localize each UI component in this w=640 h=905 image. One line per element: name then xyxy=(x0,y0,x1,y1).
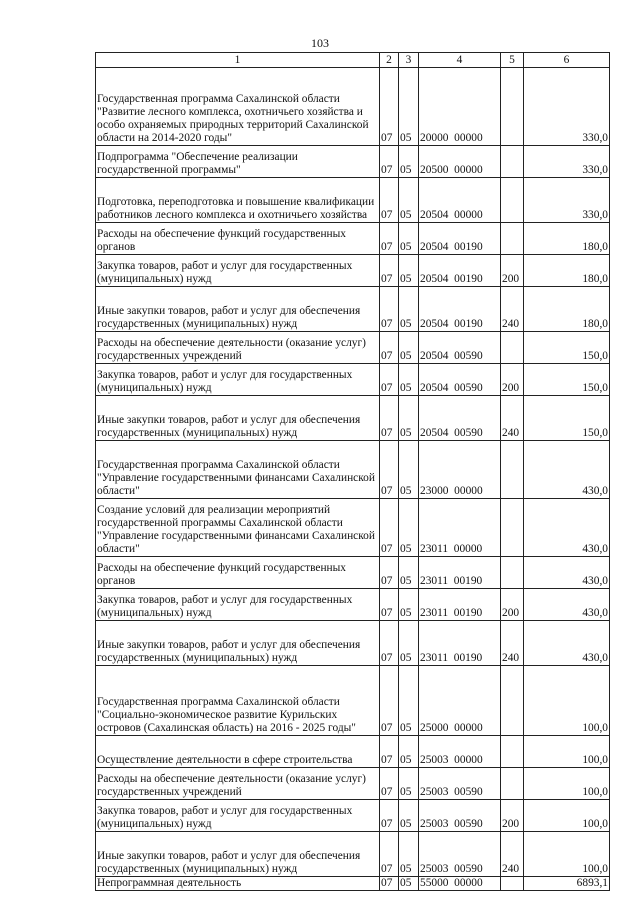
section-code-cell: 07 xyxy=(380,621,399,666)
section-code-cell: 07 xyxy=(380,768,399,800)
expense-type-cell xyxy=(501,332,524,364)
table-row xyxy=(96,68,610,146)
expense-type-cell xyxy=(501,223,524,255)
table-row xyxy=(96,255,610,287)
expense-name-cell: Осуществление деятельности в сфере строительства xyxy=(96,736,380,768)
section-code-cell: 07 xyxy=(380,877,399,891)
section-code-cell: 07 xyxy=(380,68,399,146)
target-article-cell: 25003 00590 xyxy=(419,768,501,800)
target-article-cell: 25003 00000 xyxy=(419,736,501,768)
table-row xyxy=(96,223,610,255)
amount-cell: 430,0 xyxy=(524,441,610,499)
target-article-cell: 23011 00190 xyxy=(419,621,501,666)
expense-type-cell: 240 xyxy=(501,832,524,877)
section-code-cell: 07 xyxy=(380,287,399,332)
expense-type-cell xyxy=(501,441,524,499)
subsection-code-cell: 05 xyxy=(399,557,419,589)
expense-name-cell: Подготовка, переподготовка и повышение квалификации работников лесного комплекса и охотничьего хозяйства xyxy=(96,178,380,223)
target-article-cell: 20504 00590 xyxy=(419,332,501,364)
section-code-cell: 07 xyxy=(380,178,399,223)
expense-name-cell: Закупка товаров, работ и услуг для государственных (муниципальных) нужд xyxy=(96,255,380,287)
expense-name-cell: Иные закупки товаров, работ и услуг для обеспечения государственных (муниципальных) нужд xyxy=(96,832,380,877)
table-row xyxy=(96,178,610,223)
expense-name-cell: Непрограммная деятельность xyxy=(96,877,380,891)
target-article-cell: 20504 00590 xyxy=(419,396,501,441)
section-code-cell: 07 xyxy=(380,589,399,621)
subsection-code-cell: 05 xyxy=(399,223,419,255)
amount-cell: 180,0 xyxy=(524,223,610,255)
table-row xyxy=(96,621,610,666)
subsection-code-cell: 05 xyxy=(399,736,419,768)
target-article-cell: 20504 00590 xyxy=(419,364,501,396)
table-row xyxy=(96,146,610,178)
expense-type-cell: 200 xyxy=(501,589,524,621)
expense-name-cell: Государственная программа Сахалинской области "Социально-экономическое развитие Курильских островов (Сахалинская область) на 2016 - 2025 годы" xyxy=(96,666,380,736)
table-row xyxy=(96,877,610,891)
subsection-code-cell: 05 xyxy=(399,396,419,441)
table-row xyxy=(96,441,610,499)
expense-type-cell: 200 xyxy=(501,800,524,832)
amount-cell: 150,0 xyxy=(524,332,610,364)
table-row xyxy=(96,287,610,332)
subsection-code-cell: 05 xyxy=(399,364,419,396)
amount-cell: 6893,1 xyxy=(524,877,610,891)
expense-type-cell: 240 xyxy=(501,396,524,441)
amount-cell: 100,0 xyxy=(524,666,610,736)
amount-cell: 100,0 xyxy=(524,736,610,768)
expense-name-cell: Государственная программа Сахалинской области "Развитие лесного комплекса, охотничьего хозяйства и особо охраняемых природных территорий Сахалинской области на 2014-2020 годы" xyxy=(96,68,380,146)
target-article-cell: 23000 00000 xyxy=(419,441,501,499)
target-article-cell: 20504 00190 xyxy=(419,287,501,332)
amount-cell: 330,0 xyxy=(524,146,610,178)
expense-type-cell xyxy=(501,557,524,589)
target-article-cell: 20500 00000 xyxy=(419,146,501,178)
expense-type-cell xyxy=(501,666,524,736)
amount-cell: 330,0 xyxy=(524,68,610,146)
section-code-cell: 07 xyxy=(380,223,399,255)
subsection-code-cell: 05 xyxy=(399,877,419,891)
column-header: 3 xyxy=(399,53,419,68)
subsection-code-cell: 05 xyxy=(399,68,419,146)
table-row xyxy=(96,364,610,396)
subsection-code-cell: 05 xyxy=(399,255,419,287)
amount-cell: 430,0 xyxy=(524,557,610,589)
target-article-cell: 20504 00190 xyxy=(419,255,501,287)
table-row xyxy=(96,396,610,441)
expense-name-cell: Иные закупки товаров, работ и услуг для обеспечения государственных (муниципальных) нужд xyxy=(96,621,380,666)
section-code-cell: 07 xyxy=(380,364,399,396)
expense-name-cell: Государственная программа Сахалинской области "Управление государственными финансами Сахалинской области" xyxy=(96,441,380,499)
subsection-code-cell: 05 xyxy=(399,441,419,499)
table-header-row xyxy=(96,53,610,68)
amount-cell: 430,0 xyxy=(524,589,610,621)
expense-name-cell: Подпрограмма "Обеспечение реализации государственной программы" xyxy=(96,146,380,178)
table-row xyxy=(96,589,610,621)
target-article-cell: 25000 00000 xyxy=(419,666,501,736)
amount-cell: 330,0 xyxy=(524,178,610,223)
expense-name-cell: Закупка товаров, работ и услуг для государственных (муниципальных) нужд xyxy=(96,589,380,621)
column-header: 2 xyxy=(380,53,399,68)
expense-type-cell xyxy=(501,736,524,768)
subsection-code-cell: 05 xyxy=(399,621,419,666)
amount-cell: 180,0 xyxy=(524,287,610,332)
table-row xyxy=(96,332,610,364)
section-code-cell: 07 xyxy=(380,255,399,287)
table-row xyxy=(96,800,610,832)
table-row xyxy=(96,832,610,877)
section-code-cell: 07 xyxy=(380,146,399,178)
amount-cell: 150,0 xyxy=(524,396,610,441)
section-code-cell: 07 xyxy=(380,557,399,589)
subsection-code-cell: 05 xyxy=(399,768,419,800)
section-code-cell: 07 xyxy=(380,736,399,768)
column-header: 1 xyxy=(96,53,380,68)
section-code-cell: 07 xyxy=(380,800,399,832)
amount-cell: 100,0 xyxy=(524,800,610,832)
section-code-cell: 07 xyxy=(380,441,399,499)
target-article-cell: 23011 00190 xyxy=(419,557,501,589)
column-header: 5 xyxy=(501,53,524,68)
expense-type-cell xyxy=(501,768,524,800)
subsection-code-cell: 05 xyxy=(399,287,419,332)
column-header: 6 xyxy=(524,53,610,68)
expense-name-cell: Закупка товаров, работ и услуг для государственных (муниципальных) нужд xyxy=(96,800,380,832)
amount-cell: 430,0 xyxy=(524,499,610,557)
amount-cell: 150,0 xyxy=(524,364,610,396)
expense-name-cell: Расходы на обеспечение функций государственных органов xyxy=(96,223,380,255)
target-article-cell: 20000 00000 xyxy=(419,68,501,146)
subsection-code-cell: 05 xyxy=(399,332,419,364)
expense-type-cell: 240 xyxy=(501,621,524,666)
table-row xyxy=(96,666,610,736)
section-code-cell: 07 xyxy=(380,666,399,736)
target-article-cell: 23011 00000 xyxy=(419,499,501,557)
expense-type-cell: 200 xyxy=(501,255,524,287)
amount-cell: 180,0 xyxy=(524,255,610,287)
expense-type-cell xyxy=(501,499,524,557)
subsection-code-cell: 05 xyxy=(399,146,419,178)
subsection-code-cell: 05 xyxy=(399,800,419,832)
target-article-cell: 20504 00190 xyxy=(419,223,501,255)
amount-cell: 100,0 xyxy=(524,768,610,800)
expense-type-cell xyxy=(501,178,524,223)
subsection-code-cell: 05 xyxy=(399,589,419,621)
expense-name-cell: Расходы на обеспечение функций государственных органов xyxy=(96,557,380,589)
target-article-cell: 23011 00190 xyxy=(419,589,501,621)
table-row xyxy=(96,768,610,800)
expense-name-cell: Расходы на обеспечение деятельности (оказание услуг) государственных учреждений xyxy=(96,332,380,364)
subsection-code-cell: 05 xyxy=(399,499,419,557)
expense-type-cell xyxy=(501,877,524,891)
subsection-code-cell: 05 xyxy=(399,666,419,736)
table-row xyxy=(96,499,610,557)
section-code-cell: 07 xyxy=(380,396,399,441)
expense-type-cell xyxy=(501,68,524,146)
expense-type-cell: 240 xyxy=(501,287,524,332)
amount-cell: 100,0 xyxy=(524,832,610,877)
section-code-cell: 07 xyxy=(380,832,399,877)
column-header: 4 xyxy=(419,53,501,68)
amount-cell: 430,0 xyxy=(524,621,610,666)
expense-type-cell xyxy=(501,146,524,178)
target-article-cell: 25003 00590 xyxy=(419,800,501,832)
subsection-code-cell: 05 xyxy=(399,178,419,223)
expense-name-cell: Иные закупки товаров, работ и услуг для обеспечения государственных (муниципальных) нужд xyxy=(96,287,380,332)
table-row xyxy=(96,557,610,589)
expense-name-cell: Создание условий для реализации мероприятий государственной программы Сахалинской области "Управление государственными финансами Сахалинской области" xyxy=(96,499,380,557)
expense-name-cell: Закупка товаров, работ и услуг для государственных (муниципальных) нужд xyxy=(96,364,380,396)
section-code-cell: 07 xyxy=(380,499,399,557)
target-article-cell: 55000 00000 xyxy=(419,877,501,891)
section-code-cell: 07 xyxy=(380,332,399,364)
expense-type-cell: 200 xyxy=(501,364,524,396)
expense-name-cell: Расходы на обеспечение деятельности (оказание услуг) государственных учреждений xyxy=(96,768,380,800)
table-row xyxy=(96,736,610,768)
page-number: 103 xyxy=(311,36,329,50)
budget-table xyxy=(95,52,610,891)
subsection-code-cell: 05 xyxy=(399,832,419,877)
expense-name-cell: Иные закупки товаров, работ и услуг для обеспечения государственных (муниципальных) нужд xyxy=(96,396,380,441)
target-article-cell: 25003 00590 xyxy=(419,832,501,877)
target-article-cell: 20504 00000 xyxy=(419,178,501,223)
